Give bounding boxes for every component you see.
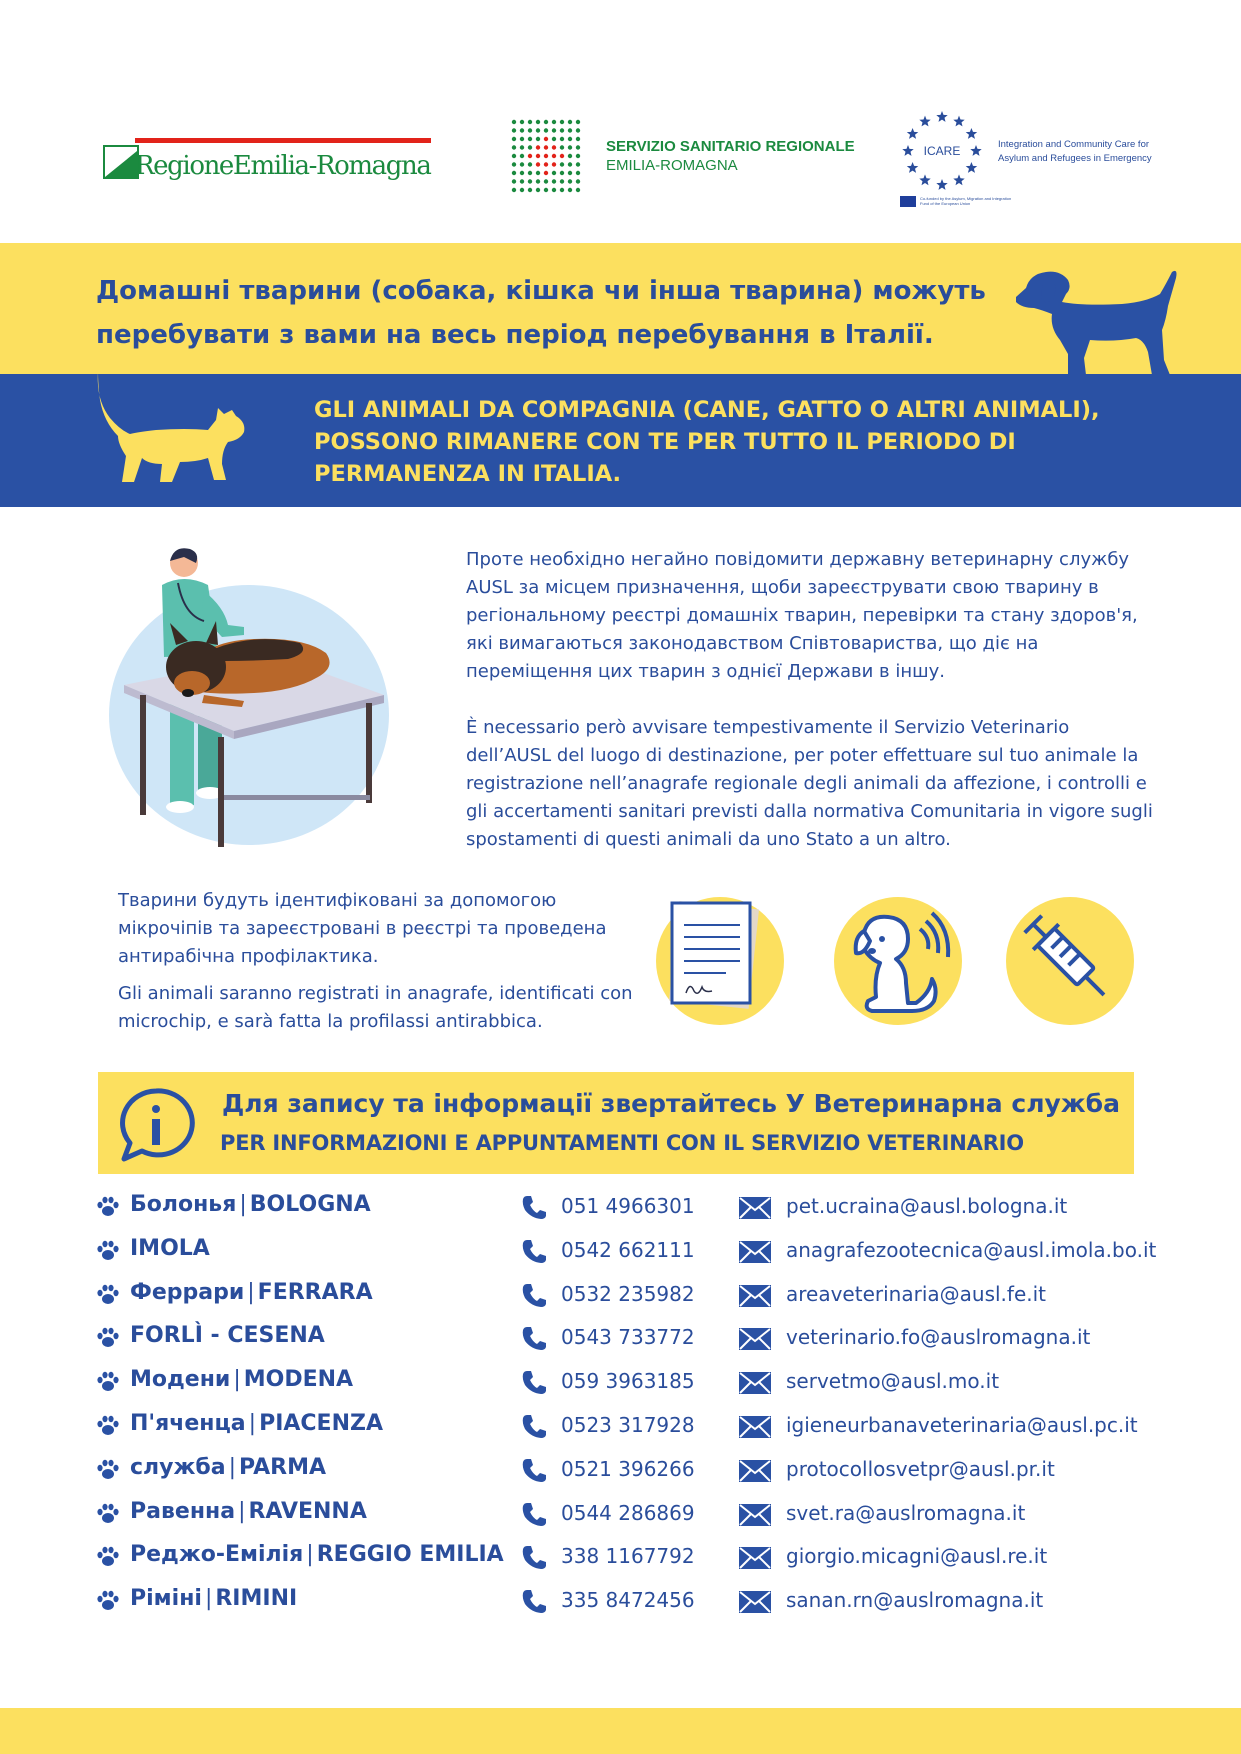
logo-dot: [536, 120, 540, 124]
phone-icon: [521, 1413, 547, 1439]
logo-dot: [512, 128, 516, 132]
phone-number[interactable]: 0523 317928: [561, 1412, 695, 1437]
star-icon: [953, 116, 964, 127]
email-address[interactable]: svet.ra@auslromagna.it: [786, 1500, 1026, 1525]
star-icon: [902, 145, 913, 156]
info-speech-bubble-icon: [116, 1085, 196, 1165]
contact-row: [96, 1495, 1156, 1539]
logo-dot: [576, 188, 580, 192]
logo-dot: [544, 120, 548, 124]
paw-icon: [96, 1459, 120, 1481]
email-address[interactable]: servetmo@ausl.mo.it: [786, 1369, 1000, 1394]
email-address[interactable]: pet.ucraina@ausl.bologna.it: [786, 1194, 1068, 1218]
document-signature-icon: [656, 897, 784, 1025]
cat-silhouette-icon: [96, 370, 266, 485]
vet-illustration: [104, 545, 404, 855]
phone-icon: [521, 1325, 547, 1351]
phone-icon: [521, 1238, 547, 1264]
logo-dot: [560, 120, 564, 124]
logo-dot: [544, 154, 548, 158]
table-bar: [224, 795, 370, 800]
logo-dot: [568, 120, 572, 124]
logo-dot: [568, 179, 572, 183]
city-separator: |: [204, 1586, 213, 1612]
phone-icon: [521, 1282, 547, 1308]
star-icon: [936, 111, 947, 122]
city-separator: |: [233, 1367, 241, 1393]
city-name-it: RAVENNA: [248, 1498, 367, 1524]
city-name-it: FORLÌ - CESENA: [130, 1323, 325, 1349]
contact-row: [96, 1232, 1156, 1276]
logo-dot: [560, 162, 564, 166]
logo-dot: [568, 137, 572, 141]
mail-icon: [738, 1459, 772, 1483]
logo-dot: [576, 137, 580, 141]
mail-icon: [738, 1415, 772, 1439]
city-name-it: PARMA: [239, 1454, 327, 1480]
city-name-ua: П'яченца: [130, 1410, 246, 1436]
city-name-it: PIACENZA: [259, 1410, 383, 1436]
star-icon: [907, 162, 919, 173]
ssr-line-1: SERVIZIO SANITARIO REGIONALE: [606, 138, 855, 155]
logo-dot: [520, 137, 524, 141]
info-bar: [98, 1072, 1134, 1174]
logo-dot: [528, 171, 532, 175]
phone-number[interactable]: 335 8472456: [561, 1588, 695, 1613]
table-leg: [140, 695, 146, 815]
phone-icon: [521, 1544, 547, 1570]
logo-dot: [552, 120, 556, 124]
logo-dot: [536, 179, 540, 183]
logo-dot: [568, 162, 572, 166]
logo-dot: [568, 154, 572, 158]
logo-dot: [544, 162, 548, 166]
city-name-ua: Модени: [130, 1367, 231, 1393]
logo-dot: [568, 171, 572, 175]
logo-dot: [576, 179, 580, 183]
logo-dot: [560, 145, 564, 149]
phone-number[interactable]: 0542 662111: [561, 1237, 695, 1262]
city-label: [130, 1190, 371, 1220]
city-name-it: BOLOGNA: [249, 1192, 371, 1217]
logo-dot: [520, 188, 524, 192]
city-label: [130, 1453, 326, 1483]
phone-number[interactable]: 0521 396266: [561, 1456, 695, 1481]
banner-title-ua: Домашні тварини (собака, кішка чи інша тварина) можуть перебувати з вами на весь період перебування в Італії.: [96, 276, 986, 350]
contact-row: [96, 1363, 1156, 1407]
logo-dot: [560, 188, 564, 192]
city-label: [130, 1234, 210, 1264]
logo-dot: [536, 171, 540, 175]
city-label: [130, 1278, 373, 1308]
phone-number[interactable]: 0543 733772: [561, 1325, 695, 1350]
city-label: [130, 1409, 383, 1439]
ssr-line-2: EMILIA-ROMAGNA: [606, 157, 738, 174]
logo-dot: [544, 171, 548, 175]
city-separator: |: [306, 1542, 314, 1568]
city-separator: |: [247, 1279, 255, 1305]
dot-grid-icon: [510, 118, 582, 194]
city-label: [130, 1584, 297, 1614]
logo-dot: [528, 188, 532, 192]
paw-icon: [96, 1240, 120, 1262]
paw-icon: [96, 1284, 120, 1306]
logo-dot: [512, 154, 516, 158]
paw-icon: [96, 1415, 120, 1437]
logo-dot: [560, 137, 564, 141]
logo-dot: [536, 154, 540, 158]
identification-text-ua: Тварини будуть ідентифіковані за допомогою мікрочіпів та зареєстровані в реєстрі та проведена антирабічна профілактика.: [118, 890, 607, 967]
city-name-ua: служба: [130, 1454, 226, 1480]
logo-dot: [544, 179, 548, 183]
mail-icon: [738, 1503, 772, 1527]
city-label: [130, 1321, 325, 1351]
logo-dot: [512, 171, 516, 175]
paragraph-ukrainian: Проте необхідно негайно повідомити державну ветеринарну службу AUSL за місцем призначення, щоби зареєструвати свою тварину в регіональному реєстрі домашніх тварин, перевірки та стану здоров'я, які вимагаються законодавством Співтовариства, що діє на переміщення цих тварин з однієї Держави в іншу.: [466, 549, 1138, 682]
contact-row: [96, 1582, 1156, 1626]
phone-number[interactable]: 338 1167792: [561, 1544, 695, 1569]
phone-number[interactable]: 059 3963185: [561, 1369, 695, 1394]
logo-dot: [544, 188, 548, 192]
regione-emilia-romagna-logo: [103, 138, 431, 179]
city-name-it: REGGIO EMILIA: [316, 1542, 504, 1568]
microchip-circle: [834, 897, 962, 1025]
logo-dot: [544, 145, 548, 149]
star-icon: [919, 174, 930, 185]
logo-dot: [520, 120, 524, 124]
logo-dot: [528, 145, 532, 149]
logo-dot: [520, 179, 524, 183]
contact-row: [96, 1538, 1156, 1582]
email-address[interactable]: anagrafezootecnica@ausl.imola.bo.it: [786, 1237, 1157, 1262]
logo-dot: [576, 154, 580, 158]
paw-icon: [96, 1371, 120, 1393]
logo-dot: [552, 137, 556, 141]
phone-icon: [521, 1588, 547, 1614]
contact-row: [96, 1319, 1156, 1363]
syringe-icon: [1006, 897, 1134, 1025]
logo-dot: [512, 188, 516, 192]
mail-icon: [738, 1240, 772, 1264]
city-name-ua: Равенна: [130, 1498, 236, 1524]
logo-dot: [568, 145, 572, 149]
city-name-ua: Ріміні: [130, 1586, 202, 1612]
region-flag-icon: [103, 145, 139, 179]
city-name-it: FERRARA: [257, 1279, 373, 1305]
phone-icon: [521, 1194, 547, 1220]
logo-dot: [576, 128, 580, 132]
dog-silhouette-icon: [1012, 262, 1182, 377]
logo-dot: [552, 145, 556, 149]
logo-dot: [568, 188, 572, 192]
vet-shoe: [166, 801, 194, 813]
mail-icon: [738, 1284, 772, 1308]
servizio-sanitario-logo: [510, 118, 855, 194]
logo-dot: [536, 145, 540, 149]
logo-dot: [520, 171, 524, 175]
logo-dot: [576, 162, 580, 166]
logo-dot: [512, 145, 516, 149]
dog-nose: [182, 689, 194, 697]
contact-row: [96, 1407, 1156, 1451]
contact-row: [96, 1188, 1156, 1232]
logo-dot: [536, 162, 540, 166]
city-label: [130, 1497, 367, 1527]
logo-dot: [528, 137, 532, 141]
star-icon: [970, 145, 981, 156]
eu-stars-icon: [898, 108, 988, 194]
icare-logo: [898, 108, 1158, 212]
logo-dot: [536, 128, 540, 132]
mail-icon: [738, 1196, 772, 1220]
logo-dot: [528, 154, 532, 158]
phone-number[interactable]: 0544 286869: [561, 1500, 695, 1525]
city-label: [130, 1365, 353, 1395]
city-separator: |: [248, 1410, 257, 1436]
star-icon: [966, 162, 978, 173]
logo-dot: [520, 162, 524, 166]
logo-dot: [528, 179, 532, 183]
city-name-it: MODENA: [243, 1367, 354, 1393]
logo-dot: [536, 137, 540, 141]
phone-number[interactable]: 051 4966301: [561, 1194, 695, 1218]
logo-dot: [520, 154, 524, 158]
phone-icon: [521, 1369, 547, 1395]
logo-dot: [520, 145, 524, 149]
paragraph-italian: È necessario però avvisare tempestivamente il Servizio Veterinario dell’AUSL del luogo di destinazione, per poter effettuare sul tuo animale la registrazione nell’anagrafe regionale degli animali da affezione, i controlli e gli accertamenti sanitari previsti dalla normativa Comunitaria in vigore sugli spostamenti di questi animali da uno Stato a un altro.: [466, 717, 1153, 850]
logo-dot: [528, 128, 532, 132]
eu-funding-note: Co-funded by the Asylum, Migration and Integration Fund of the European Union: [920, 196, 1012, 206]
logo-dot: [560, 128, 564, 132]
logo-dot: [512, 179, 516, 183]
logo-dot: [512, 162, 516, 166]
phone-number[interactable]: 0532 235982: [561, 1281, 695, 1306]
city-separator: |: [238, 1498, 246, 1524]
logo-dot: [576, 120, 580, 124]
email-address[interactable]: areaveterinaria@ausl.fe.it: [786, 1281, 1046, 1306]
city-separator: |: [228, 1454, 237, 1480]
paw-icon: [96, 1196, 120, 1218]
logo-dot: [568, 128, 572, 132]
logo-dot: [544, 137, 548, 141]
star-icon: [936, 179, 947, 190]
table-leg: [366, 703, 372, 803]
logo-dot: [552, 154, 556, 158]
logo-dot: [560, 171, 564, 175]
contacts-list: [96, 1188, 1156, 1626]
logo-dot: [536, 188, 540, 192]
logo-dot: [560, 179, 564, 183]
email-address[interactable]: sanan.rn@auslromagna.it: [786, 1588, 1044, 1613]
logo-dot: [576, 145, 580, 149]
city-label: [130, 1540, 504, 1570]
city-name-ua: Болонья: [130, 1192, 237, 1217]
logo-dot: [552, 188, 556, 192]
icare-name: ICARE: [923, 144, 961, 158]
logo-dot: [512, 120, 516, 124]
email-address[interactable]: giorgio.micagni@ausl.re.it: [786, 1544, 1048, 1569]
email-address[interactable]: protocollosvetpr@ausl.pr.it: [786, 1456, 1055, 1481]
star-icon: [966, 128, 978, 139]
star-icon: [953, 174, 964, 185]
city-name-it: IMOLA: [130, 1235, 210, 1261]
region-logo-text: RegioneEmilia-Romagna: [135, 151, 431, 181]
paw-icon: [96, 1503, 120, 1525]
paw-icon: [96, 1327, 120, 1349]
eu-flag-icon: [900, 196, 916, 207]
paw-icon: [96, 1546, 120, 1568]
icare-tagline: Integration and Community Care for Asylum and Refugees in Emergency: [998, 139, 1152, 164]
logo-dot: [520, 128, 524, 132]
contact-row: [96, 1451, 1156, 1495]
identification-text-it: Gli animali saranno registrati in anagrafe, identificati con microchip, e sarà fatta la profilassi antirabbica.: [118, 983, 633, 1032]
logo-red-bar: [135, 138, 431, 143]
logo-dot: [528, 162, 532, 166]
paw-icon: [96, 1590, 120, 1612]
mail-icon: [738, 1546, 772, 1570]
logo-dot: [560, 154, 564, 158]
phone-icon: [521, 1501, 547, 1527]
city-name-ua: Феррари: [130, 1279, 245, 1305]
logo-dot: [552, 128, 556, 132]
city-name-it: RIMINI: [215, 1586, 298, 1612]
star-icon: [919, 116, 930, 127]
table-leg: [218, 737, 224, 847]
banner-title-it: GLI ANIMALI DA COMPAGNIA (CANE, GATTO O ALTRI ANIMALI), POSSONO RIMANERE CON TE PER TUTTO IL PERIODO DI PERMANENZA IN ITALIA.: [314, 397, 1100, 487]
mail-icon: [738, 1590, 772, 1614]
syringe-circle: [1006, 897, 1134, 1025]
logo-dot: [528, 120, 532, 124]
logo-dot: [552, 179, 556, 183]
document-circle: [656, 897, 784, 1025]
city-name-ua: Реджо-Емілія: [130, 1542, 304, 1568]
footer-band: [0, 1708, 1241, 1754]
logo-dot: [576, 171, 580, 175]
mail-icon: [738, 1371, 772, 1395]
logo-dot: [544, 128, 548, 132]
dog-microchip-signal-icon: [834, 897, 962, 1025]
email-address[interactable]: veterinario.fo@auslromagna.it: [786, 1325, 1091, 1350]
logo-dot: [512, 137, 516, 141]
logo-dot: [552, 171, 556, 175]
contact-row: [96, 1276, 1156, 1320]
city-separator: |: [239, 1192, 247, 1217]
info-title-it: PER INFORMAZIONI E APPUNTAMENTI CON IL SERVIZIO VETERINARIO: [220, 1131, 1024, 1155]
phone-icon: [521, 1457, 547, 1483]
info-title-ua: Для запису та інформації звертайтесь У Ветеринарна служба: [222, 1089, 1121, 1118]
logo-dot: [552, 162, 556, 166]
mail-icon: [738, 1327, 772, 1351]
star-icon: [907, 128, 919, 139]
email-address[interactable]: igieneurbanaveterinaria@ausl.pc.it: [786, 1412, 1138, 1437]
